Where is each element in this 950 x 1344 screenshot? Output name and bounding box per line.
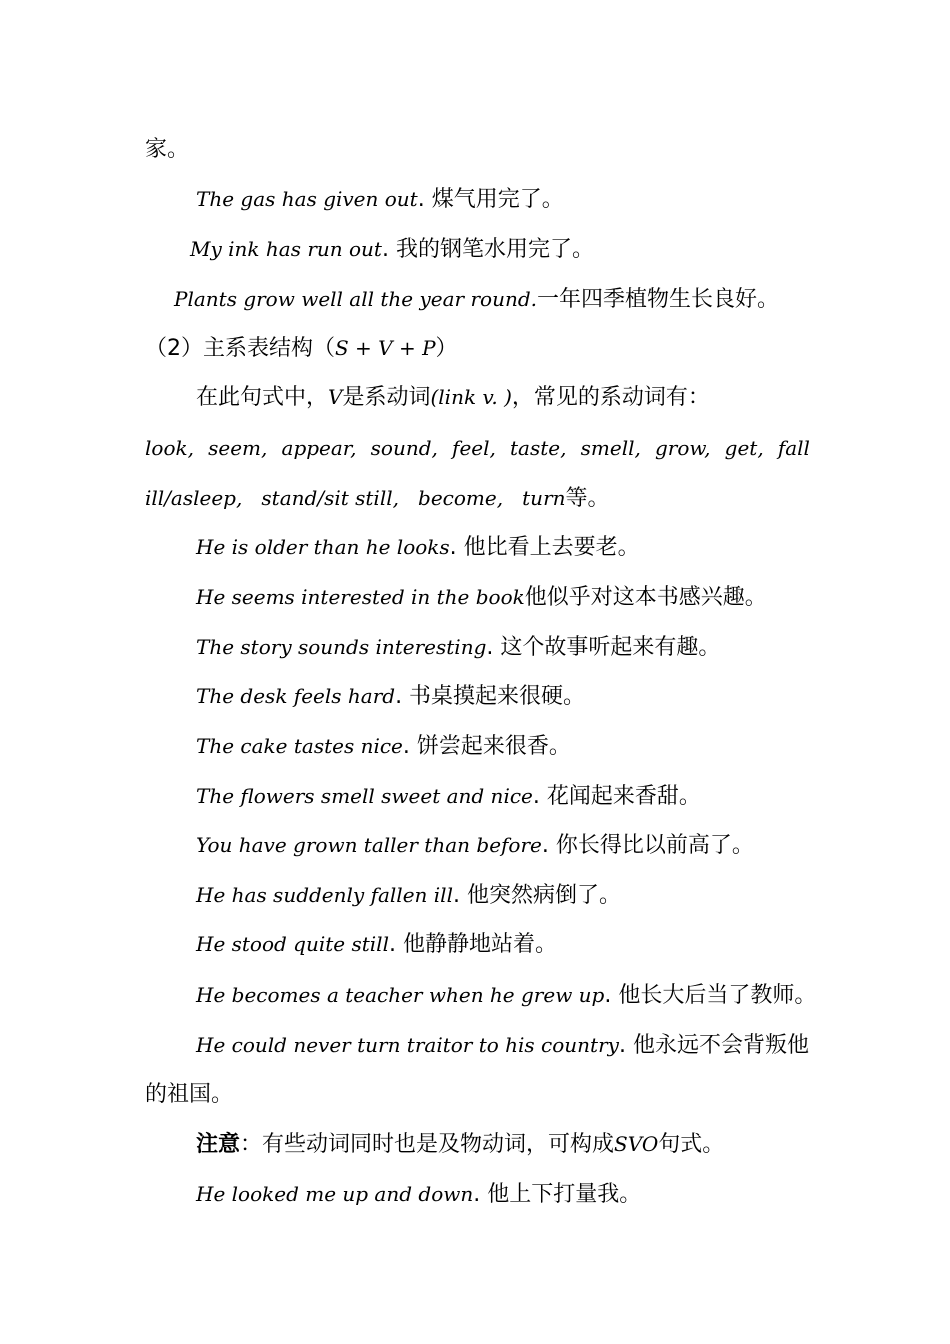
text-line: 家。: [145, 137, 190, 162]
text-line: 的祖国。: [145, 1082, 234, 1107]
example-sentence: My ink has run out. 我的钢笔水用完了。: [190, 237, 594, 262]
example-sentence: He stood quite still. 他静静地站着。: [196, 932, 557, 957]
example-sentence: The desk feels hard. 书桌摸起来很硬。: [196, 684, 586, 709]
example-sentence: The cake tastes nice. 饼尝起来很香。: [196, 734, 571, 759]
example-sentence: He has suddenly fallen ill. 他突然病倒了。: [196, 883, 621, 908]
example-sentence: The flowers smell sweet and nice. 花闻起来香甜。: [196, 784, 701, 809]
linking-verb-list-cont: ill/asleep, stand/sit still, become, turn等。: [145, 486, 610, 511]
note-paragraph: 注意：有些动词同时也是及物动词，可构成SVO句式。: [196, 1132, 725, 1157]
section-heading: （2）主系表结构（S + V + P）: [145, 336, 458, 361]
example-sentence: You have grown taller than before. 你长得比以前高了。: [196, 833, 754, 858]
example-sentence: He could never turn traitor to his country. 他永远不会背叛他: [196, 1033, 809, 1058]
linking-verb-list: look, seem, appear, sound, feel, taste, smell, grow, get, fall: [145, 436, 810, 460]
example-sentence: He is older than he looks. 他比看上去要老。: [196, 535, 640, 560]
example-sentence: He becomes a teacher when he grew up. 他长大后当了教师。: [196, 983, 817, 1008]
example-sentence: He looked me up and down. 他上下打量我。: [196, 1182, 642, 1207]
intro-paragraph: 在此句式中，V是系动词(link v. )，常见的系动词有：: [196, 385, 710, 410]
example-sentence: Plants grow well all the year round.一年四季植物生长良好。: [174, 287, 780, 312]
note-label: 注意: [196, 1132, 241, 1157]
example-sentence: He seems interested in the book他似乎对这本书感兴趣。: [196, 585, 767, 610]
example-sentence: The gas has given out. 煤气用完了。: [196, 187, 564, 212]
example-sentence: The story sounds interesting. 这个故事听起来有趣。: [196, 635, 721, 660]
